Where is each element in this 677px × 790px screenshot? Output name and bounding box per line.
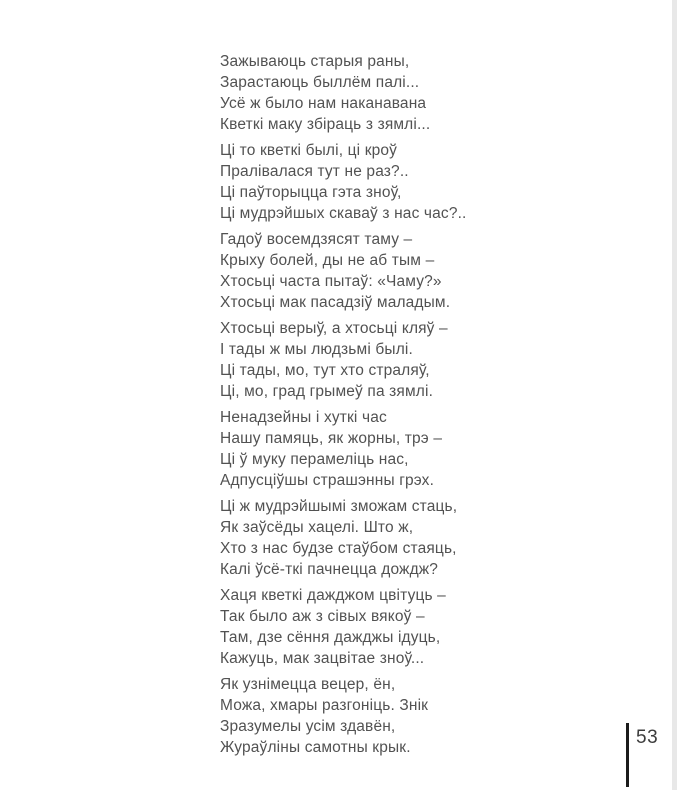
poem-line: Хаця кветкі дажджом цвітуць – [220, 587, 446, 604]
poem-line: Зразумелы усім здавён, [220, 718, 396, 735]
poem-line: Усё ж было нам наканавана [220, 95, 427, 112]
poem-line: Ці тады, мо, тут хто страляў, [220, 362, 430, 379]
poem-line: І тады ж мы людзьмі былі. [220, 341, 413, 358]
poem-line: Кажуць, мак зацвітае зноў... [220, 650, 425, 667]
poem-line: Калі ўсё-ткі пачнецца дождж? [220, 561, 439, 578]
poem-line: Хтосьці мак пасадзіў маладым. [220, 294, 451, 311]
page-number: 53 [636, 727, 659, 748]
poem-line: Ці то кветкі былі, ці кроў [220, 142, 398, 159]
poem-line: Крыху болей, ды не аб тым – [220, 252, 435, 269]
poem-line: Зажываюць старыя раны, [220, 53, 410, 70]
poem-line: Адпусціўшы страшэнны грэх. [220, 472, 435, 489]
poem-line: Гадоў восемдзясят таму – [220, 231, 413, 248]
poem-line: Нашу памяць, як жорны, трэ – [220, 430, 443, 447]
page-footer [626, 723, 658, 787]
poem-line: Як узнімецца вецер, ён, [220, 676, 396, 693]
poem-line: Жураўліны самотны крык. [220, 739, 411, 756]
poem-line: Ці мудрэйшых скаваў з нас час?.. [220, 205, 467, 222]
poem-line: Ненадзейны і хуткі час [220, 409, 387, 426]
stanza-1 [220, 51, 467, 135]
stanza-2 [220, 140, 467, 224]
poem-line: Зарастаюць быллём палі... [220, 74, 420, 91]
poem-line: Ці паўторыцца гэта зноў, [220, 184, 402, 201]
stanza-3 [220, 229, 467, 313]
poem-line: Там, дзе сёння дажджы ідуць, [220, 629, 441, 646]
poem-line: Можа, хмары разгоніць. Знік [220, 697, 429, 714]
poem-line: Так было аж з сівых вякоў – [220, 608, 425, 625]
poem-line: Хтосьці часта пытаў: «Чаму?» [220, 273, 442, 290]
poem-line: Хто з нас будзе стаўбом стаяць, [220, 540, 457, 557]
stanza-5 [220, 407, 467, 491]
poem-line: Кветкі маку збіраць з зямлі... [220, 116, 431, 133]
poem-line: Ці ж мудрэйшымі зможам стаць, [220, 498, 458, 515]
poem-body [220, 51, 467, 763]
page-number-divider [626, 723, 629, 787]
stanza-7 [220, 585, 467, 669]
poem-line: Ці ў муку перамеліць нас, [220, 451, 409, 468]
stanza-8 [220, 674, 467, 758]
poem-line: Як заўсёды хацелі. Што ж, [220, 519, 414, 536]
poem-line: Хтосьці верыў, а хтосьці кляў – [220, 320, 448, 337]
page-edge-strip [672, 0, 677, 790]
poem-line: Ці, мо, град грымеў па зямлі. [220, 383, 434, 400]
stanza-6 [220, 496, 467, 580]
stanza-4 [220, 318, 467, 402]
poem-line: Пралівалася тут не раз?.. [220, 163, 409, 180]
